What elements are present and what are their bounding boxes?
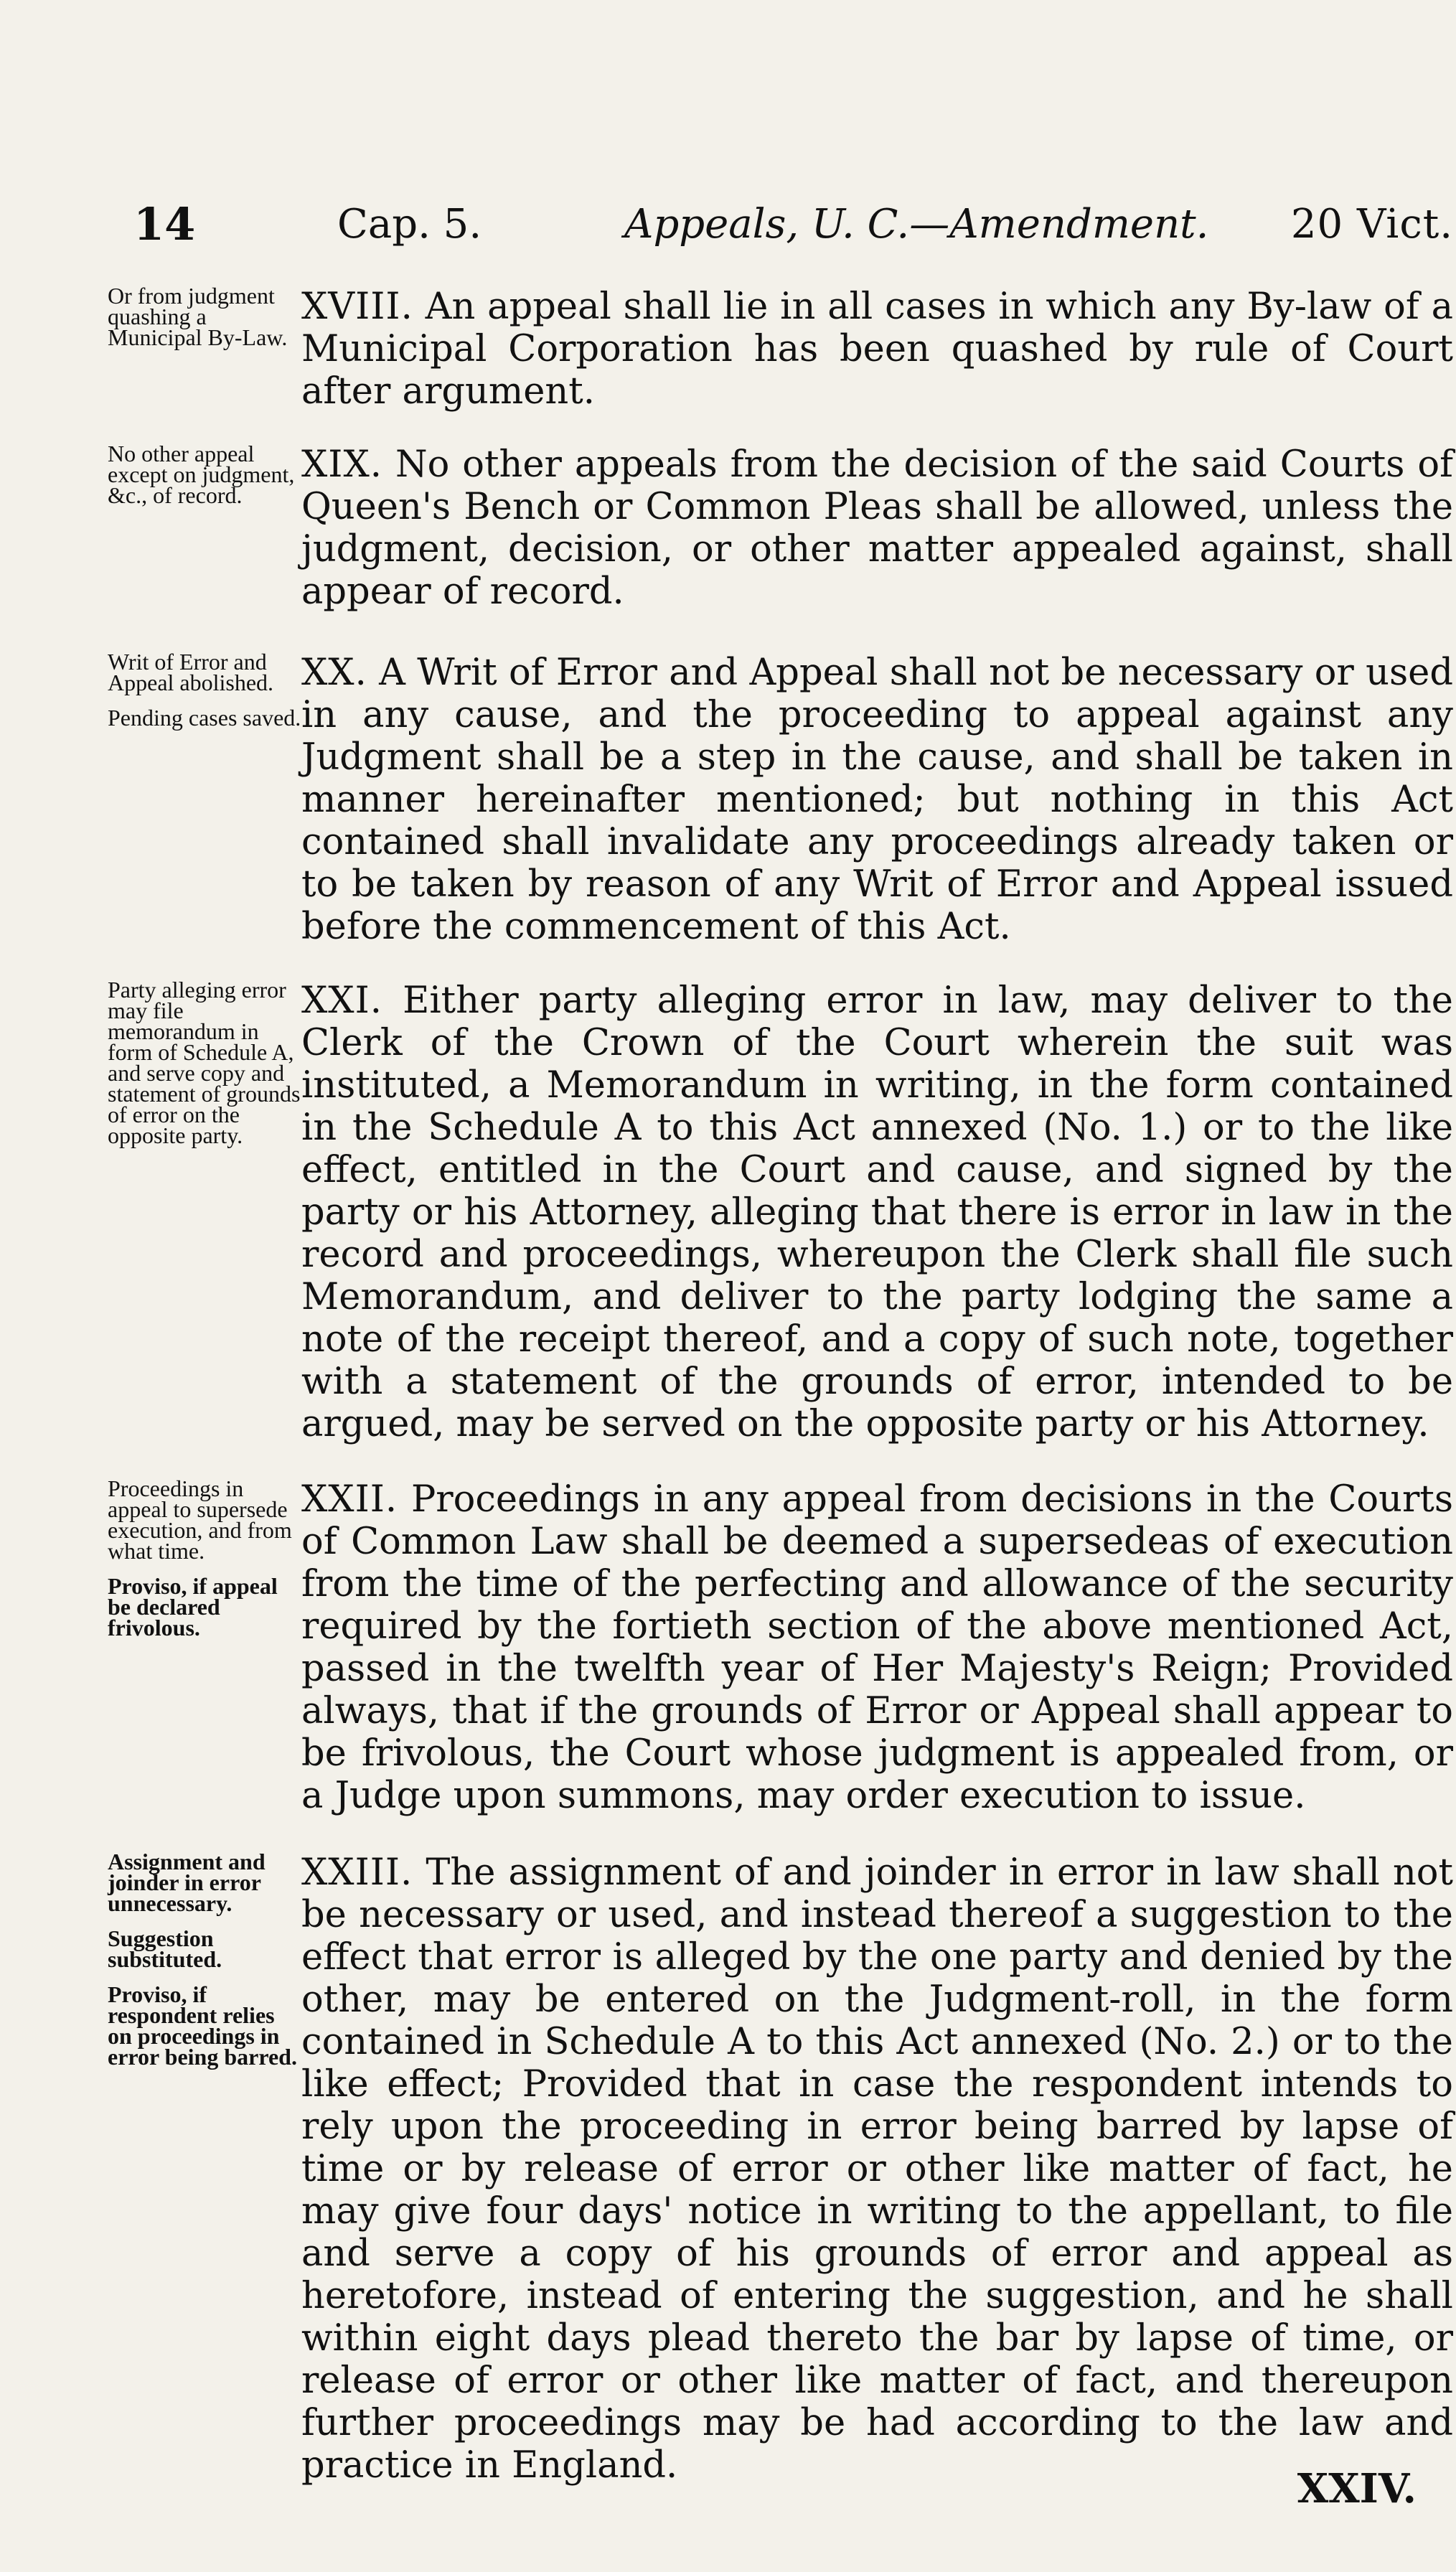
- margin-notes: [108, 443, 301, 520]
- margin-note: Proviso, if respondent relies on proceedings in error being barred.: [108, 1981, 297, 2070]
- margin-note: Proceedings in appeal to supersede execution, and from what time.: [108, 1475, 292, 1564]
- margin-note: Suggestion substituted.: [108, 1925, 222, 1972]
- page-number: 14: [133, 198, 196, 250]
- margin-note: Pending cases saved.: [108, 705, 301, 731]
- section-body: [301, 980, 1453, 1445]
- section-number: XIX.: [301, 443, 382, 486]
- catchword: XXIV.: [1297, 2465, 1417, 2512]
- section-text: Proceedings in any appeal from decisions in the Courts of Common Law shall be deemed a supersedeas of execution from the time of the perfecting and allowance of the security required by the fortieth section of the above mentioned Act, passed in the twelfth year of Her Majesty's Reign; Provided always, that if the grounds of Error or Appeal shall appear to be frivolous, the Court whose judgment is appealed from, or a Judge upon summons, may order execution to issue.: [301, 1478, 1453, 1817]
- section-text: The assignment of and joinder in error in law shall not be necessary or used, and instead thereof a suggestion to the effect that error is alleged by the one party and denied by the other, may be entered on the Judgment-roll, in the form contained in Schedule A to this Act annexed (No. 2.) or to the like effect; Provided that in case the respondent intends to rely upon the proceeding in error being barred by lapse of time or by release of error or other like matter of fact, he may give four days' notice in writing to the appellant, to file and serve a copy of his grounds of error and appeal as heretofore, instead of entering the suggestion, and he shall within eight days plead thereto the bar by lapse of time, or release of error or other like matter of fact, and thereupon further proceedings may be had according to the law and practice in England.: [301, 1851, 1453, 2487]
- margin-note: Or from judgment quashing a Municipal By-Law.: [108, 283, 288, 350]
- section-body: [301, 652, 1453, 948]
- section-text: No other appeals from the decision of the said Courts of Queen's Bench or Common Pleas shall be allowed, unless the judgment, decision, or other matter appealed against, shall appear of record.: [301, 443, 1453, 613]
- section-text: An appeal shall lie in all cases in which any By-law of a Municipal Corporation has been quashed by rule of Court after argument.: [301, 286, 1453, 413]
- running-header: [129, 200, 1456, 257]
- margin-note: Party alleging error may file memorandum in form of Schedule A, and serve copy and statement of grounds of error on the opposite party.: [108, 977, 301, 1148]
- section-body: [301, 443, 1453, 613]
- margin-note: Proviso, if appeal be declared frivolous.: [108, 1573, 278, 1641]
- margin-notes: [108, 977, 301, 1160]
- section-text: A Writ of Error and Appeal shall not be necessary or used in any cause, and the proceeding to appeal against any Judgment shall be a step in the cause, and shall be taken in manner hereinafter mentioned; but nothing in this Act contained shall invalidate any proceedings already taken or to be taken by reason of any Writ of Error and Appeal issued before the commencement of this Act.: [301, 652, 1453, 948]
- section-number: XXIII.: [301, 1851, 413, 1894]
- section-body: [301, 1478, 1453, 1817]
- section-number: XXI.: [301, 980, 382, 1022]
- section-body: [301, 1851, 1453, 2487]
- section-body: [301, 286, 1453, 413]
- regnal-year: 20 Vict.: [1290, 201, 1453, 248]
- margin-notes: [108, 1851, 301, 2082]
- section-number: XX.: [301, 652, 367, 694]
- margin-note: No other appeal except on judgment, &c., of record.: [108, 441, 295, 508]
- margin-note: Writ of Error and Appeal abolished.: [108, 649, 274, 695]
- section-number: XVIII.: [301, 286, 413, 328]
- chapter-label: Cap. 5.: [337, 201, 482, 248]
- section-text: Either party alleging error in law, may deliver to the Clerk of the Crown of the Court wherein the suit was instituted, a Memorandum in writing, in the form contained in the Schedule A to this Act annexed (No. 1.) or to the like effect, entitled in the Court and cause, and signed by the party or his Attorney, alleging that there is error in law in the record and proceedings, whereupon the Clerk shall file such Memorandum, and deliver to the party lodging the same a note of the receipt thereof, and a copy of such note, together with a statement of the grounds of error, intended to be argued, may be served on the opposite party or his Attorney.: [301, 980, 1453, 1445]
- section-number: XXII.: [301, 1478, 398, 1521]
- margin-notes: [108, 1475, 301, 1653]
- running-title: Appeals, U. C.—Amendment.: [624, 201, 1209, 248]
- margin-notes: [108, 649, 301, 743]
- margin-note: Assignment and joinder in error unnecessary.: [108, 1849, 266, 1916]
- margin-notes: [108, 283, 301, 362]
